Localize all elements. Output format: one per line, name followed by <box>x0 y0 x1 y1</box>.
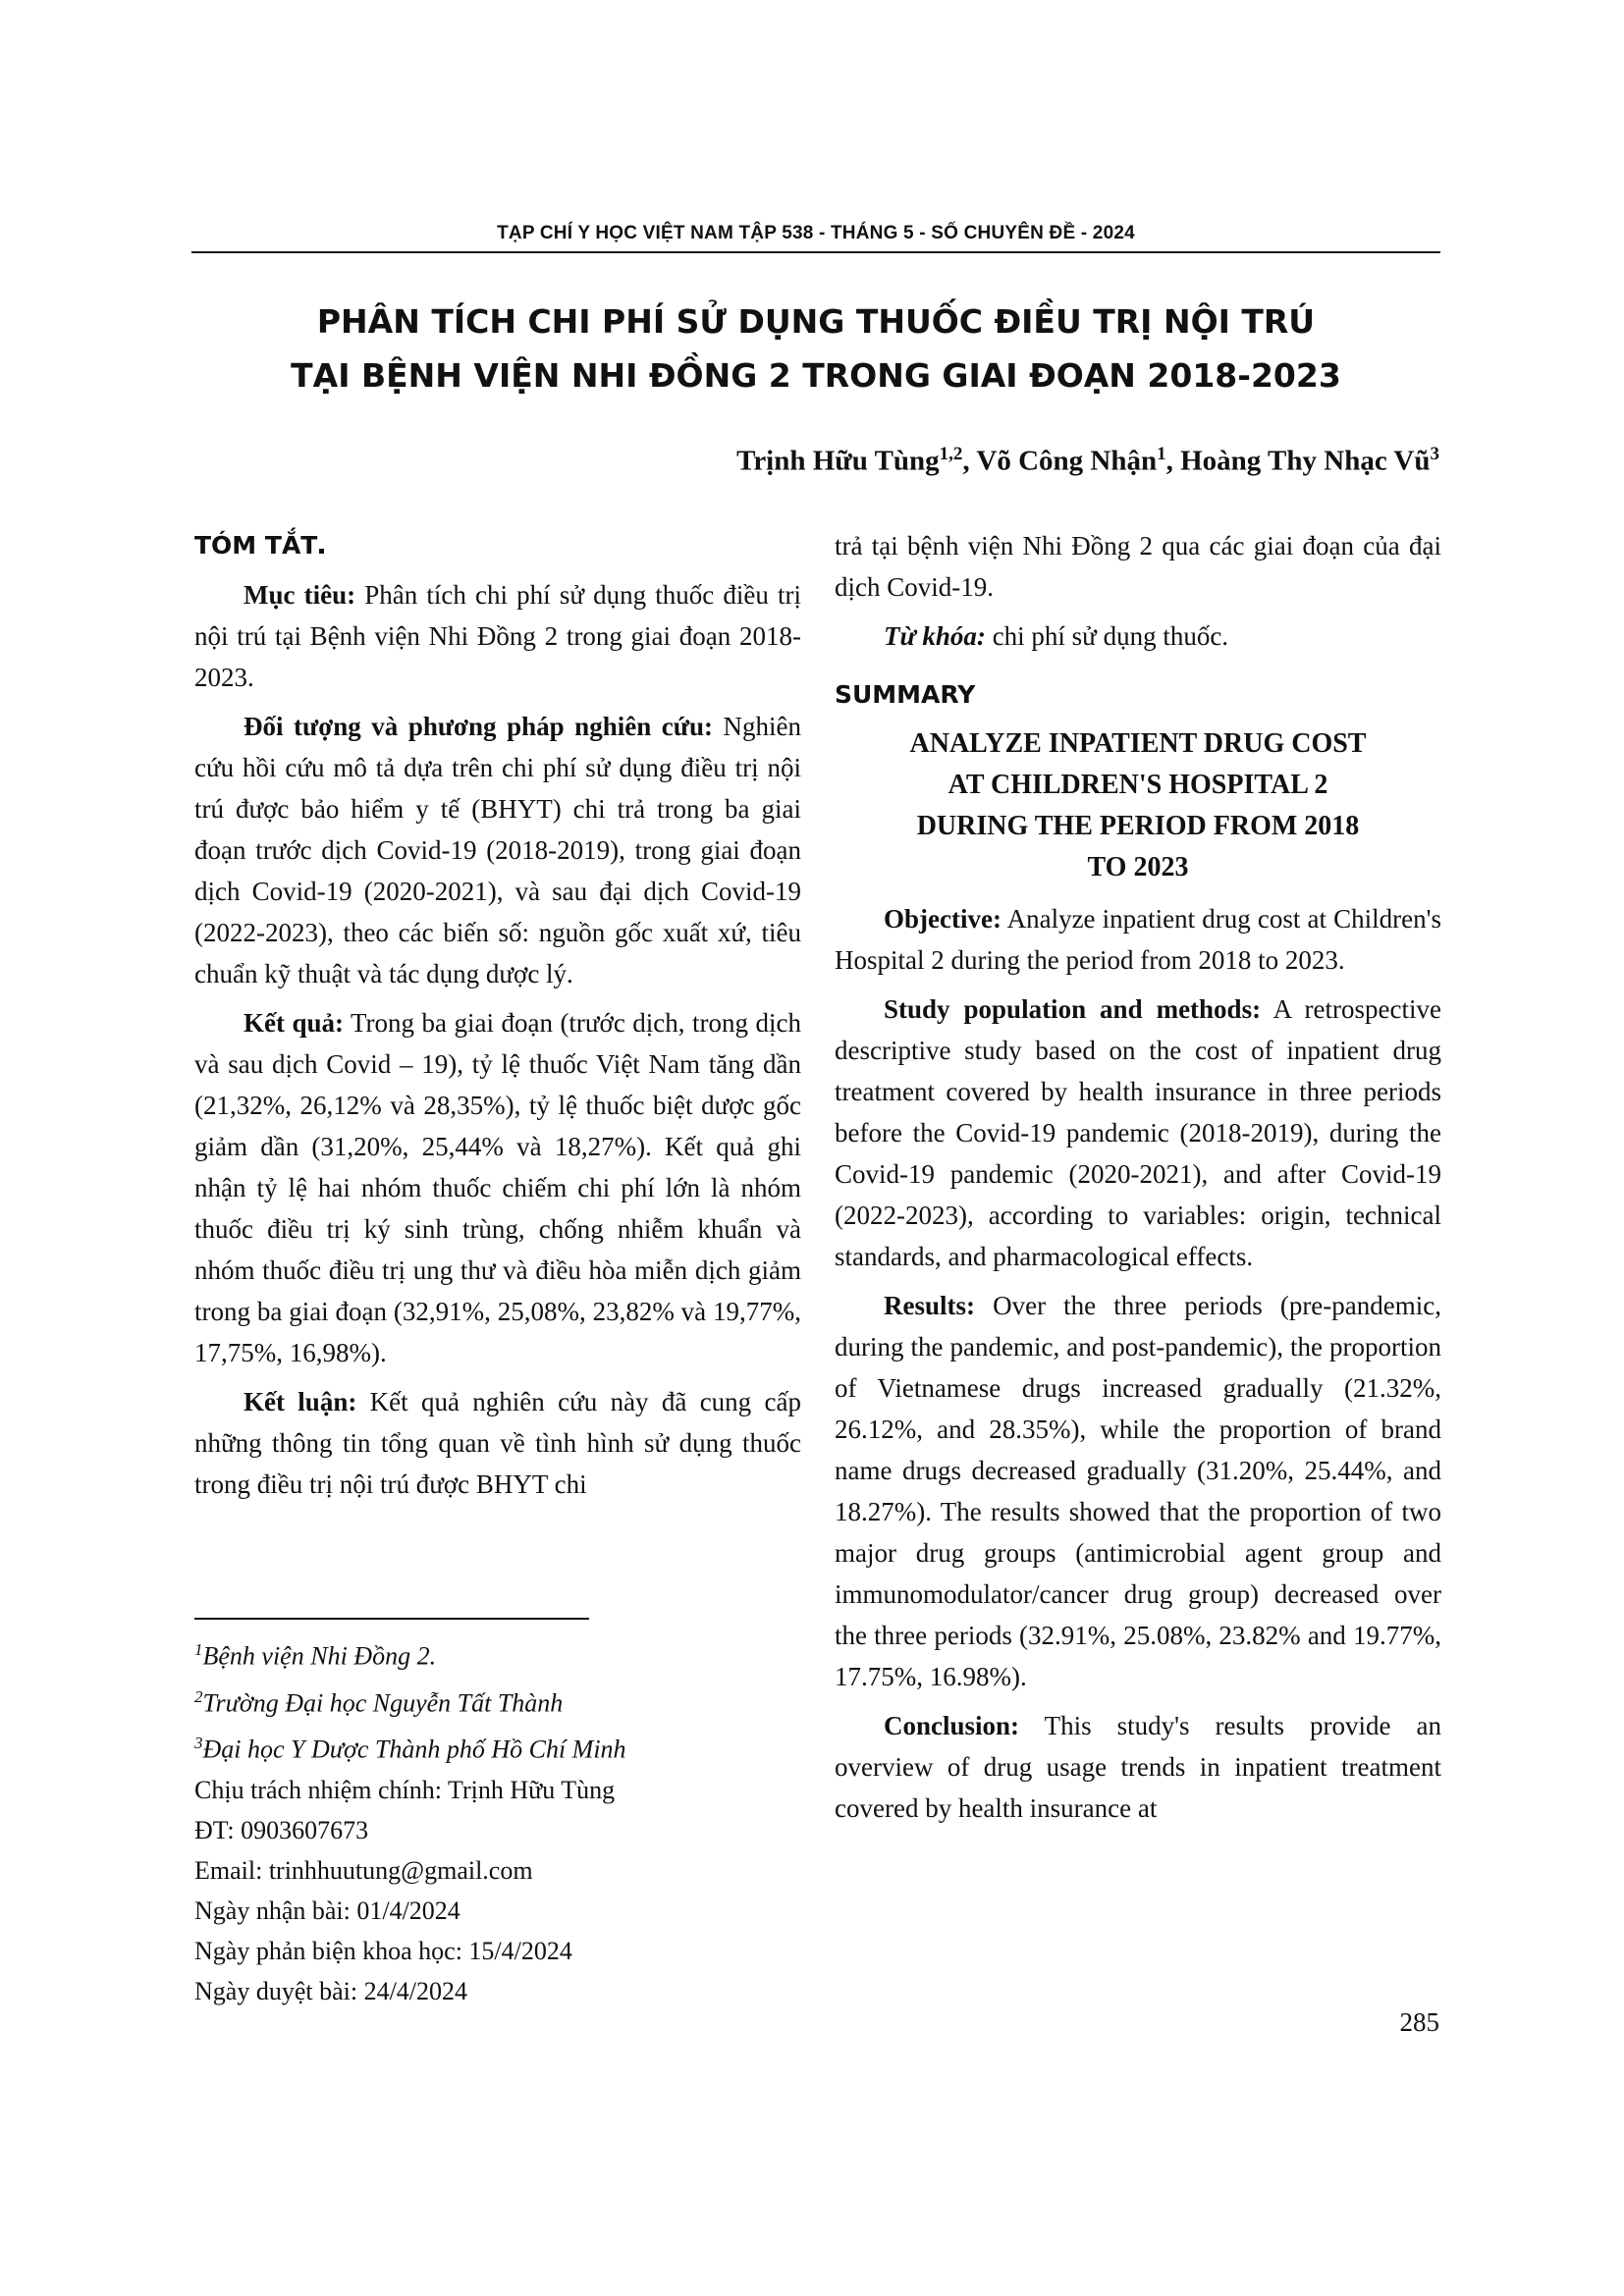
en-results-paragraph <box>835 1285 1441 1697</box>
author-name: Võ Công Nhận <box>976 445 1158 477</box>
conclusion-continued: trả tại bệnh viện Nhi Đồng 2 qua các giai đoạn của đại dịch Covid-19. <box>835 531 1441 602</box>
en-results-text: Over the three periods (pre-pandemic, during the pandemic, and post-pandemic), the proportion of Vietnamese drugs increased gradually (21.32%, 26.12%, and 28.35%), while the proportion of brand name drugs decreased gradually (31.20%, 25.44%, and 18.27%). The results showed that the proportion of two major drug groups (antimicrobial agent group and immunomodulator/cancer drug group) decreased over the three periods (32.91%, 25.08%, 23.82% and 19.77%, 17.75%, 16.98%). <box>835 1291 1441 1691</box>
results-paragraph <box>194 1002 801 1373</box>
author-list <box>736 444 1439 478</box>
results-label: Kết quả: <box>244 1008 344 1038</box>
summary-title-line: AT CHILDREN'S HOSPITAL 2 <box>947 770 1328 800</box>
objective-paragraph <box>194 574 801 698</box>
en-objective-text: Analyze inpatient drug cost at Children's Hospital 2 during the period from 2018 to 2023. <box>835 904 1441 975</box>
keywords-text: chi phí sử dụng thuốc. <box>985 621 1229 651</box>
square-marker-icon <box>319 549 324 554</box>
author-name: Trịnh Hữu Tùng <box>736 445 940 477</box>
author-affiliation-marker: 3 <box>1430 444 1439 464</box>
footnotes <box>194 1629 801 2011</box>
keywords-label: Từ khóa: <box>884 621 986 651</box>
en-conclusion-paragraph <box>835 1705 1441 1829</box>
left-column <box>194 525 801 1513</box>
summary-title-line: ANALYZE INPATIENT DRUG COST <box>909 728 1367 759</box>
summary-title-line: TO 2023 <box>1087 852 1189 882</box>
footnote-rule <box>194 1618 589 1620</box>
journal-header: TẠP CHÍ Y HỌC VIỆT NAM TẬP 538 - THÁNG 5 - SỐ CHUYÊN ĐỀ - 2024 <box>497 223 1135 243</box>
keywords-paragraph <box>835 615 1441 657</box>
objective-label: Mục tiêu: <box>244 580 356 610</box>
summary-title <box>835 723 1441 888</box>
corresponding-author: Chịu trách nhiệm chính: Trịnh Hữu Tùng <box>194 1775 616 1804</box>
results-text: Trong ba giai đoạn (trước dịch, trong dịch và sau dịch Covid – 19), tỷ lệ thuốc Việt Nam tăng dần (21,32%, 26,12% và 28,35%), tỷ lệ thuốc biệt dược gốc giảm dần (31,20%, 25,44% và 18,27%). Kết quả ghi nhận tỷ lệ hai nhóm thuốc chiếm chi phí lớn là nhóm thuốc điều trị ký sinh trùng, chống nhiễm khuẩn và nhóm thuốc điều trị ung thư và điều hòa miễn dịch giảm trong ba giai đoạn (32,91%, 25,08%, 23,82% và 19,77%, 17,75%, 16,98%). <box>194 1008 801 1367</box>
author-affiliation-marker: 1,2 <box>939 444 963 464</box>
en-objective-paragraph <box>835 898 1441 981</box>
title-line-2: TẠI BỆNH VIỆN NHI ĐỒNG 2 TRONG GIAI ĐOẠN 2018-2023 <box>291 356 1341 395</box>
summary-title-line: DURING THE PERIOD FROM 2018 <box>916 811 1360 841</box>
email-address: Email: trinhhuutung@gmail.com <box>194 1855 533 1885</box>
methods-paragraph <box>194 706 801 994</box>
methods-text: Nghiên cứu hồi cứu mô tả dựa trên chi phí sử dụng điều trị nội trú được bảo hiểm y tế (BHYT) chi trả trong ba giai đoạn trước dịch Covid-19 (2018-2019), trong giai đoạn dịch Covid-19 (2020-2021), và sau đại dịch Covid-19 (2022-2023), theo các biến số: nguồn gốc xuất xứ, tiêu chuẩn kỹ thuật và tác dụng dược lý. <box>194 712 802 988</box>
phone-number: ĐT: 0903607673 <box>194 1815 369 1844</box>
affiliation-1: $^1$Bệnh viện Nhi Đồng 2. <box>194 1640 437 1671</box>
header-rule <box>191 251 1440 253</box>
author-name: Hoàng Thy Nhạc Vũ <box>1180 445 1431 477</box>
en-methods-label: Study population and methods: <box>884 994 1262 1024</box>
date-received: Ngày nhận bài: 01/4/2024 <box>194 1896 460 1925</box>
author-separator: , <box>962 445 977 477</box>
affiliation-2: $^2$Trường Đại học Nguyễn Tất Thành <box>194 1686 564 1718</box>
date-accepted: Ngày duyệt bài: 24/4/2024 <box>194 1976 468 2005</box>
en-conclusion-label: Conclusion: <box>884 1711 1020 1740</box>
conclusion-label: Kết luận: <box>244 1387 357 1416</box>
methods-label: Đối tượng và phương pháp nghiên cứu: <box>244 712 713 741</box>
right-column <box>835 525 1441 1837</box>
date-reviewed: Ngày phản biện khoa học: 15/4/2024 <box>194 1936 572 1965</box>
title-line-1: PHÂN TÍCH CHI PHÍ SỬ DỤNG THUỐC ĐIỀU TRỊ NỘI TRÚ <box>316 302 1316 341</box>
conclusion-paragraph <box>194 1381 801 1505</box>
en-methods-text: A retrospective descriptive study based on the cost of inpatient drug treatment covered by health insurance in three periods before the Covid-19 pandemic (2018-2019), during the Covid-19 pandemic (2020-2021), and after Covid-19 (2022-2023), according to variables: origin, technical standards, and pharmacological effects. <box>835 994 1441 1271</box>
en-results-label: Results: <box>884 1291 975 1320</box>
abstract-vi-heading: TÓM TẮT <box>194 525 801 566</box>
page-number: 285 <box>1399 2007 1439 2037</box>
objective-text: Phân tích chi phí sử dụng thuốc điều trị nội trú tại Bệnh viện Nhi Đồng 2 trong giai đoạn 2018-2023. <box>194 580 801 692</box>
affiliation-3: $^3$Đại học Y Dược Thành phố Hồ Chí Minh <box>194 1734 626 1764</box>
article-title <box>191 294 1440 402</box>
summary-heading: SUMMARY <box>835 680 976 709</box>
en-objective-label: Objective: <box>884 904 1001 934</box>
conclusion-text: Kết quả nghiên cứu này đã cung cấp những thông tin tổng quan về tình hình sử dụng thuốc trong điều trị nội trú được BHYT chi <box>194 1387 801 1499</box>
en-conclusion-text: This study's results provide an overview of drug usage trends in inpatient treatment covered by health insurance at <box>835 1711 1441 1823</box>
author-affiliation-marker: 1 <box>1157 444 1166 464</box>
author-separator: , <box>1165 445 1181 477</box>
en-methods-paragraph <box>835 988 1441 1277</box>
